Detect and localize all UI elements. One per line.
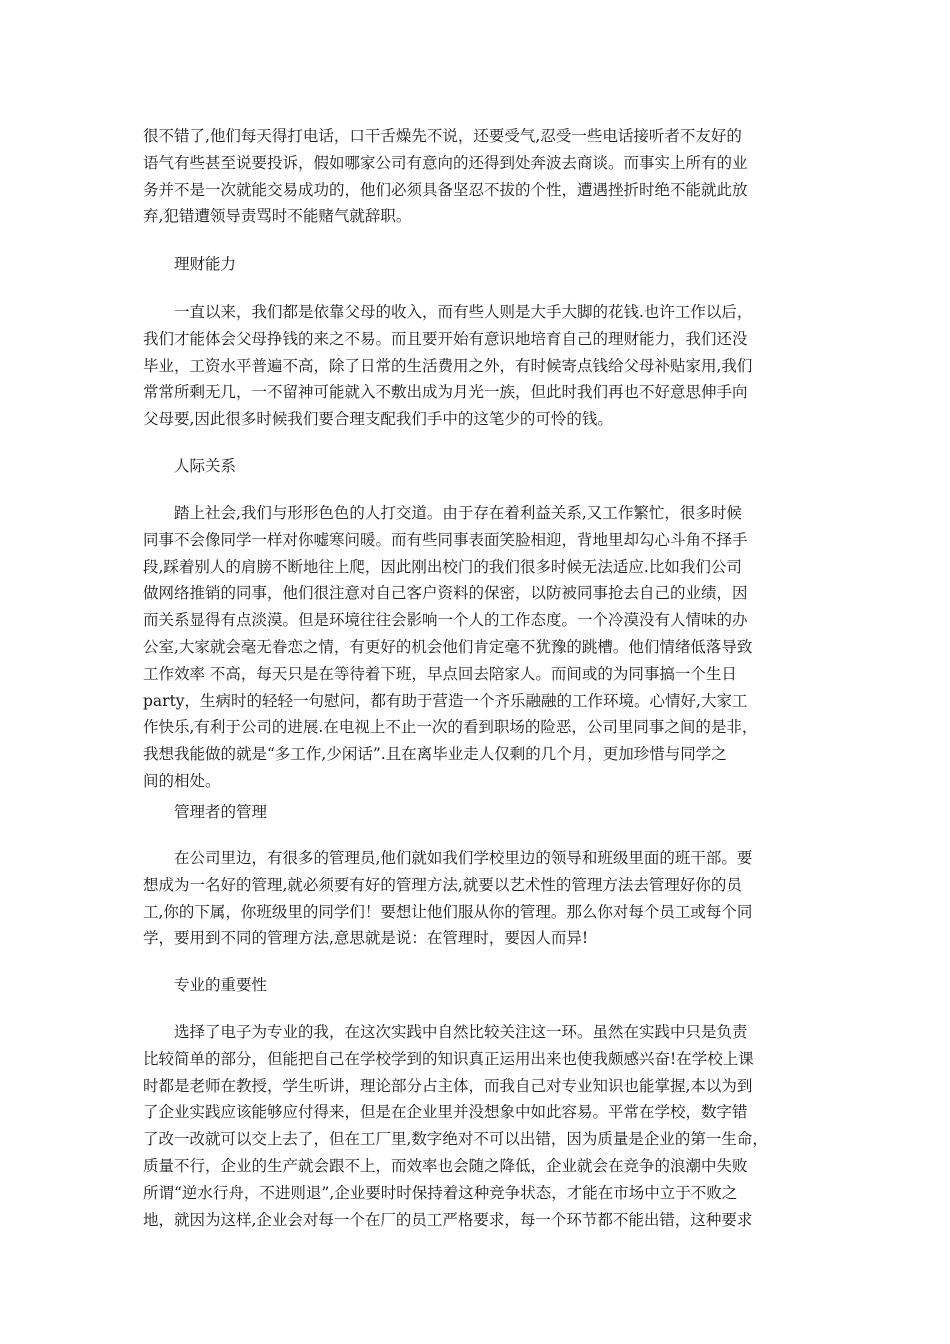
text-line: 我们才能体会父母挣钱的来之不易。而且要开始有意识地培育自己的理财能力，我们还没 <box>143 329 748 348</box>
paragraph-major <box>143 1019 813 1233</box>
text-line: 毕业，工资水平普遍不高，除了日常的生活费用之外，有时候寄点钱给父母补贴家用,我们 <box>143 356 753 375</box>
text-line: 选择了电子为专业的我，在这次实践中自然比较关注这一环。虽然在实践中只是负责 <box>174 1023 748 1041</box>
text-line: 务并不是一次就能交易成功的，他们必须具备坚忍不拔的个性，遭遇挫折时绝不能就此放 <box>143 180 748 199</box>
text-line: 父母要,因此很多时候我们要合理支配我们手中的这笔少的可怜的钱。 <box>143 410 613 429</box>
text-line: 工,你的下属，你班级里的同学们！要想让他们服从你的管理。那么你对每个员工或每个同 <box>143 902 753 921</box>
text-line: 作快乐,有利于公司的进展.在电视上不止一次的看到职场的险恶，公司里同事之间的是非， <box>143 718 758 737</box>
text-line: party，生病时的轻轻一句慰问，都有助于营造一个齐乐融融的工作环境。心情好,大家工 <box>143 691 748 710</box>
text-line: 了改一改就可以交上去了，但在工厂里,数字绝对不可以出错，因为质量是企业的第一生命， <box>143 1130 768 1149</box>
text-line: 地，就因为这样,企业会对每一个在厂的员工严格要求，每一个环节都不能出错，这种要求 <box>143 1210 753 1229</box>
text-line: 段,踩着别人的肩膀不断地往上爬，因此刚出校门的我们很多时候无法适应.比如我们公司 <box>143 557 742 576</box>
text-line: 公室,大家就会毫无眷恋之情，有更好的机会他们肯定毫不犹豫的跳槽。他们情绪低落导致 <box>143 637 753 656</box>
text-line: 间的相处。 <box>143 771 221 790</box>
text-line: 很不错了,他们每天得打电话，口干舌燥先不说，还要受气,忍受一些电话接听者不友好的 <box>143 127 742 145</box>
text-line: 了企业实践应该能够应付得来，但是在企业里并没想象中如此容易。平常在学校，数字错 <box>143 1103 748 1122</box>
text-line: 同事不会像同学一样对你嘘寒问暖。而有些同事表面笑脸相迎，背地里却勾心斗角不择手 <box>143 530 748 549</box>
paragraph-relationships <box>143 500 813 795</box>
text-line: 所谓“逆水行舟，不进则退”,企业要时时保持着这种竞争状态，才能在市场中立于不败之 <box>143 1183 738 1202</box>
paragraph-financial <box>143 299 813 433</box>
text-line: 工作效率 不高，每天只是在等待着下班，早点回去陪家人。而间或的为同事搞一个生日 <box>143 664 737 683</box>
text-line: 弃,犯错遭领导责骂时不能赌气就辞职。 <box>143 207 412 226</box>
text-line: 在公司里边，有很多的管理员,他们就如我们学校里边的领导和班级里面的班干部。要 <box>174 849 753 867</box>
section-heading-relationships: 人际关系 <box>174 457 237 475</box>
text-line: 学，要用到不同的管理方法,意思就是说：在管理时，要因人而异! <box>143 929 589 948</box>
paragraph-sales-perseverance <box>143 123 813 230</box>
section-heading-major: 专业的重要性 <box>174 976 268 994</box>
text-line: 做网络推销的同事，他们很注意对自己客户资料的保密，以防被同事抢去自己的业绩，因 <box>143 584 748 603</box>
text-line: 而关系显得有点淡漠。但是环境往往会影响一个人的工作态度。一个冷漠没有人情味的办 <box>143 611 748 630</box>
section-heading-financial: 理财能力 <box>174 255 237 273</box>
text-line: 踏上社会,我们与形形色色的人打交道。由于存在着利益关系,又工作繁忙，很多时候 <box>174 504 742 522</box>
section-heading-management: 管理者的管理 <box>174 803 268 821</box>
text-line: 常常所剩无几，一不留神可能就入不敷出成为月光一族，但此时我们再也不好意思伸手向 <box>143 383 748 402</box>
text-line: 时都是老师在教授，学生听讲，理论部分占主体，而我自己对专业知识也能掌握,本以为到 <box>143 1076 753 1095</box>
paragraph-management <box>143 845 813 952</box>
text-line: 语气有些甚至说要投诉，假如哪家公司有意向的还得到处奔波去商谈。而事实上所有的业 <box>143 153 748 172</box>
text-line: 一直以来，我们都是依靠父母的收入，而有些人则是大手大脚的花钱.也许工作以后， <box>174 303 753 321</box>
text-line: 想成为一名好的管理,就必须要有好的管理方法,就要以艺术性的管理方法去管理好你的员 <box>143 875 742 894</box>
text-line: 我想我能做的就是“多工作,少闲话”.且在离毕业走人仅剩的几个月，更加珍惜与同学之 <box>143 745 727 764</box>
text-line: 比较简单的部分，但能把自己在学校学到的知识真正运用出来也使我颇感兴奋!在学校上课 <box>143 1049 754 1068</box>
text-line: 质量不行，企业的生产就会跟不上，而效率也会随之降低，企业就会在竞争的浪潮中失败 <box>143 1156 748 1175</box>
